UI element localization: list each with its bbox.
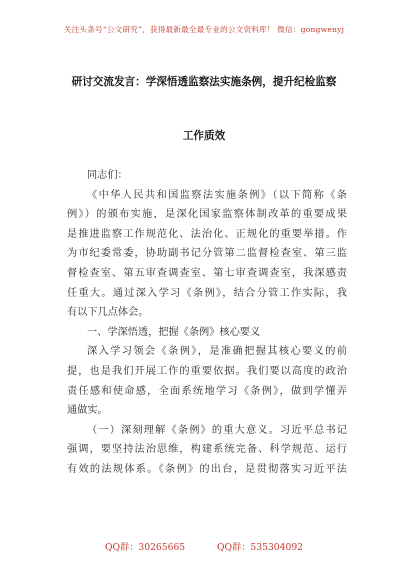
body-line: 有以下几点体会。 <box>67 307 149 319</box>
footer-qq-group-2: QQ群：535304092 <box>216 542 304 553</box>
document-title-line-2: 工作质效 <box>182 130 226 142</box>
salutation: 同志们： <box>87 170 128 181</box>
body-line: 《中华人民共和国监察法实施条例》（以下简称《条 <box>87 189 347 201</box>
footer-qq-group-1: QQ群：30265665 <box>104 542 186 553</box>
document-body <box>67 166 347 480</box>
body-line: 强调，要坚持法治思维，构建系统完备、科学规范、运行 <box>67 444 347 456</box>
body-line: 是推进监察工作规范化、法治化、正规化的重要举措。作 <box>67 228 347 240</box>
body-line: 提，也是我们开展工作的重要依据。我们要以高度的政治 <box>67 365 347 377</box>
body-line: 有效的法规体系。《条例》的出台，是贯彻落实习近平法 <box>67 463 347 475</box>
body-line: 督检查室、第五审查调查室、第七审查调查室，我深感责 <box>67 267 347 279</box>
body-line: 例》）的颁布实施，是深化国家监察体制改革的重要成果 <box>67 209 347 221</box>
footer-qq-groups <box>0 539 408 553</box>
section-heading: 一、学深悟透，把握《条例》核心要义 <box>87 326 261 338</box>
body-line: 通做实。 <box>67 405 108 417</box>
document-title-line-1: 研讨交流发言：学深悟透监察法实施条例，提升纪检监察 <box>71 76 337 88</box>
body-line: 任重大。通过深入学习《条例》，结合分管工作实际，我 <box>67 287 347 299</box>
body-line: 深入学习领会《条例》，是准确把握其核心要义的前 <box>87 346 347 358</box>
body-line: 责任感和使命感，全面系统地学习《条例》，做到学懂弄 <box>67 385 347 397</box>
subsection-line: （一）深刻理解《条例》的重大意义。习近平总书记 <box>87 424 347 436</box>
header-note: 关注头条号“公文研究”，获得最新最全最专业的公文资料库！ 微信：gongwenyj <box>63 25 345 34</box>
body-line: 为市纪委常委，协助副书记分管第二监督检查室、第三监 <box>67 248 347 260</box>
